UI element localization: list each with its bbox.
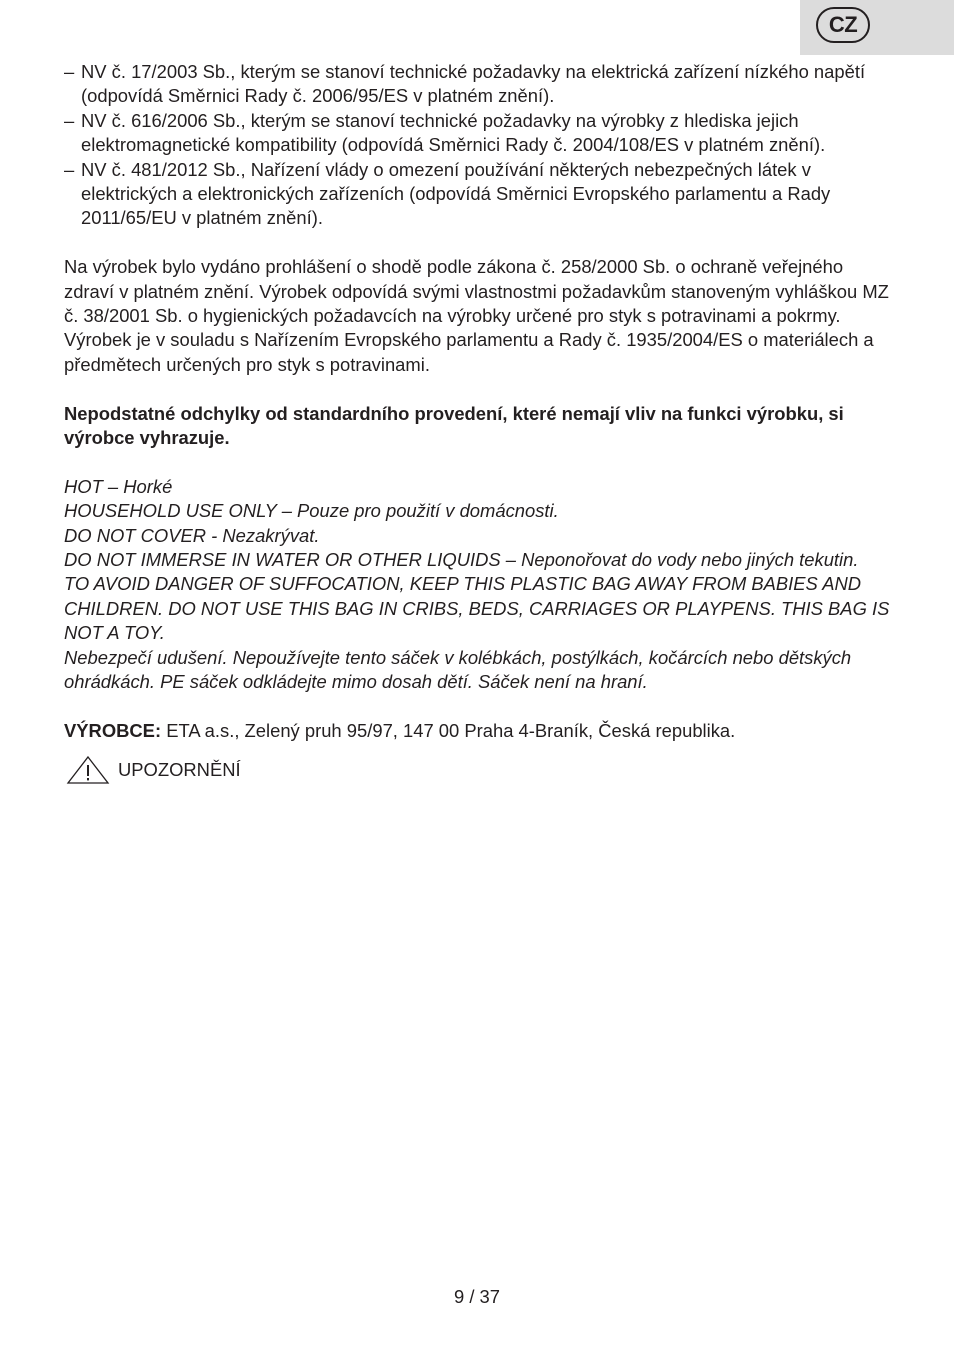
label-cover: DO NOT COVER - Nezakrývat. (64, 524, 320, 546)
manufacturer-label: VÝROBCE: (64, 719, 162, 741)
language-badge: CZ (816, 7, 870, 43)
regulation-text: NV č. 616/2006 Sb., kterým se stanoví technické požadavky na výrobky z hlediska jejich elektromagnetické kompatibility (odpovídá Směrnici Rady č. 2004/108/ES v platném znění). (81, 109, 826, 156)
label-hot: HOT – Horké (64, 475, 173, 497)
label-suffocation-en: TO AVOID DANGER OF SUFFOCATION, KEEP THIS PLASTIC BAG AWAY FROM BABIES AND CHILDREN. DO NOT USE THIS BAG IN CRIBS, BEDS, CARRIAGES OR PLAYPENS. THIS BAG IS NOT A TOY. (64, 573, 890, 644)
manufacturer-line (64, 719, 894, 743)
page-number: 9 / 37 (453, 1286, 500, 1307)
regulation-item (64, 109, 894, 158)
language-tab (800, 0, 954, 55)
list-dash: – (64, 109, 75, 131)
regulation-item (64, 158, 894, 231)
warning-row (64, 755, 894, 785)
manufacturer-address: ETA a.s., Zelený pruh 95/97, 147 00 Praha 4-Braník, Česká republika. (161, 719, 736, 741)
label-suffocation-cz: Nebezpečí udušení. Nepoužívejte tento sáček v kolébkách, postýlkách, kočárcích nebo dětských ohrádkách. PE sáček odkládejte mimo dosah dětí. Sáček není na hraní. (64, 646, 852, 693)
list-dash: – (64, 158, 75, 180)
regulation-text: NV č. 481/2012 Sb., Nařízení vlády o omezení používání některých nebezpečných látek v elektrických a elektronických zařízeních (odpovídá Směrnici Evropského parlamentu a Rady 2011/65/EU v platném znění). (81, 158, 831, 229)
label-immerse: DO NOT IMMERSE IN WATER OR OTHER LIQUIDS – Neponořovat do vody nebo jiných tekutin. (64, 549, 859, 571)
regulation-list (64, 60, 894, 231)
regulation-text: NV č. 17/2003 Sb., kterým se stanoví technické požadavky na elektrická zařízení nízkého napětí (odpovídá Směrnici Rady č. 2006/95/ES v platném znění). (81, 61, 866, 107)
declaration-paragraph: Na výrobek bylo vydáno prohlášení o shodě podle zákona č. 258/2000 Sb. o ochraně veřejného zdraví v platném znění. Výrobek odpovídá svými vlastnostmi požadavkům stanoveným vyhláškou MZ č. 38/2001 Sb. o hygienických požadavcích na výrobky určené pro styk s potravinami a pokrmy. Výrobek je v souladu s Nařízením Evropského parlamentu a Rady č. 1935/2004/ES o materiálech a předmětech určených pro styk s potravinami. (64, 256, 889, 375)
label-household: HOUSEHOLD USE ONLY – Pouze pro použití v domácnosti. (64, 500, 559, 522)
warning-triangle-icon (66, 755, 110, 785)
warning-label: UPOZORNĚNÍ (118, 759, 241, 781)
page-content (64, 60, 894, 785)
list-dash: – (64, 61, 75, 82)
regulation-item (64, 60, 894, 109)
deviation-notice: Nepodstatné odchylky od standardního provedení, které nemají vliv na funkci výrobku, si výrobce vyhrazuje. (64, 402, 844, 449)
